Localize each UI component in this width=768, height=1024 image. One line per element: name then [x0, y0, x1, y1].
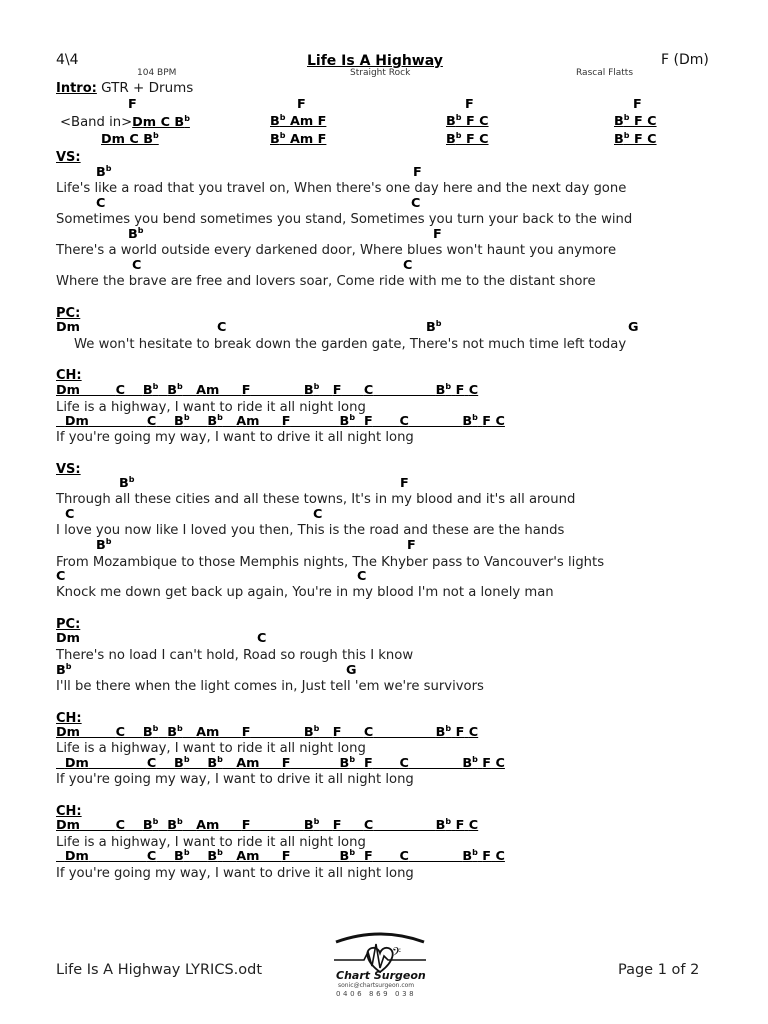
song-title: Life Is A Highway [307, 53, 443, 69]
chord: C [313, 507, 323, 522]
intro-chord: F [128, 97, 137, 112]
intro-chord-group: Dm C $B^b$ [132, 114, 190, 130]
lyric-line: Life is a highway, I want to ride it all night long [56, 835, 366, 850]
lyric-line: Life is a highway, I want to ride it all night long [56, 400, 366, 415]
lyric-line: We won't hesitate to break down the garden gate, There's not much time left today [74, 337, 627, 352]
intro-chord-group: Dm C $B^b$ [101, 131, 159, 147]
chord: G [628, 320, 639, 335]
logo-phone: 0406 869 038 [336, 990, 417, 998]
footer-page-number: Page 1 of 2 [618, 962, 700, 978]
lyric-line: If you're going my way, I want to drive it all night long [56, 866, 414, 881]
chart-surgeon-logo [330, 928, 430, 1000]
lyric-line: Knock me down get back up again, You're in my blood I'm not a lonely man [56, 585, 554, 600]
section-label-verse: VS: [56, 462, 81, 477]
chord: $B^b$ [426, 319, 442, 335]
intro-chord-group: $B^b$ Am F [270, 131, 327, 147]
chord: C [65, 507, 75, 522]
section-label-chorus: CH: [56, 368, 82, 383]
intro-line [56, 82, 193, 96]
lyric-line: Life is a highway, I want to ride it all night long [56, 741, 366, 756]
chord-row: Dm C $B^b$ $B^b$ Am F $B^b$ F C $B^b$ F C [64, 413, 505, 429]
intro-chord-group: $B^b$ F C [446, 113, 489, 129]
chord-row: Dm C $B^b$ $B^b$ Am F $B^b$ F C $B^b$ F C [64, 755, 505, 771]
logo-email: sonic@chartsurgeon.com [338, 982, 415, 989]
section-label-prechorus: PC: [56, 306, 81, 321]
svg-text:𝄢: 𝄢 [392, 946, 402, 962]
intro-label: Intro: [56, 81, 97, 96]
chord: F [400, 476, 409, 491]
lyric-line: There's no load I can't hold, Road so rough this I know [56, 648, 414, 663]
section-label-chorus: CH: [56, 804, 82, 819]
chord: G [346, 663, 357, 678]
lyric-line: Through all these cities and all these towns, It's in my blood and it's all around [56, 492, 576, 507]
song-key: F (Dm) [661, 52, 709, 68]
chord: C [403, 258, 413, 273]
intro-chord-group: $B^b$ Am F [270, 113, 327, 129]
logo-text: Chart Surgeon [336, 969, 426, 982]
section-label-verse: VS: [56, 150, 81, 165]
chord-row: Dm C $B^b$ $B^b$ Am F $B^b$ F C $B^b$ F C [56, 724, 479, 740]
lyric-line: If you're going my way, I want to drive it all night long [56, 430, 414, 445]
chord: F [413, 165, 422, 180]
chord-row: Dm C $B^b$ $B^b$ Am F $B^b$ F C $B^b$ F C [56, 817, 479, 833]
lyric-line: From Mozambique to those Memphis nights, The Khyber pass to Vancouver's lights [56, 555, 605, 570]
chord: C [132, 258, 142, 273]
artist: Rascal Flatts [576, 68, 634, 78]
lyric-line: Life's like a road that you travel on, When there's one day here and the next day gone [56, 181, 627, 196]
footer-filename: Life Is A Highway LYRICS.odt [56, 962, 263, 978]
lyric-line: Sometimes you bend sometimes you stand, Sometimes you turn your back to the wind [56, 212, 633, 227]
intro-chord: F [633, 97, 642, 112]
chord: C [357, 569, 367, 584]
chord: $B^b$ [96, 537, 112, 553]
intro-instruments: GTR + Drums [101, 80, 194, 96]
chord-row: Dm C $B^b$ $B^b$ Am F $B^b$ F C $B^b$ F C [56, 382, 479, 398]
intro-chord: F [297, 97, 306, 112]
lyric-line: I love you now like I loved you then, This is the road and these are the hands [56, 523, 565, 538]
time-signature: 4\4 [56, 52, 79, 68]
intro-chord: F [465, 97, 474, 112]
chord: $B^b$ [128, 226, 144, 242]
chord: F [433, 227, 442, 242]
chord: C [411, 196, 421, 211]
chord: Dm [56, 320, 80, 335]
lyric-line: Where the brave are free and lovers soar, Come ride with me to the distant shore [56, 274, 596, 289]
chord: C [96, 196, 106, 211]
chord: $B^b$ [96, 164, 112, 180]
intro-row-1 [60, 116, 190, 130]
chord: $B^b$ [56, 662, 72, 678]
chord: C [257, 631, 267, 646]
lyric-line: I'll be there when the light comes in, Just tell 'em we're survivors [56, 679, 484, 694]
intro-chord-group: $B^b$ F C [446, 131, 489, 147]
chord: Dm [56, 631, 80, 646]
chord: F [407, 538, 416, 553]
intro-chord-group: $B^b$ F C [614, 113, 657, 129]
chord-row: Dm C $B^b$ $B^b$ Am F $B^b$ F C $B^b$ F C [64, 848, 505, 864]
intro-chord-group: $B^b$ F C [614, 131, 657, 147]
chord: $B^b$ [119, 475, 135, 491]
lyric-line: There's a world outside every darkened door, Where blues won't haunt you anymore [56, 243, 617, 258]
chord: C [56, 569, 66, 584]
section-label-prechorus: PC: [56, 617, 81, 632]
bpm: 104 BPM [137, 68, 177, 78]
chord: C [217, 320, 227, 335]
lyric-line: If you're going my way, I want to drive it all night long [56, 772, 414, 787]
style: Straight Rock [350, 68, 411, 78]
band-in-cue: <Band in> [60, 115, 133, 130]
section-label-chorus: CH: [56, 711, 82, 726]
